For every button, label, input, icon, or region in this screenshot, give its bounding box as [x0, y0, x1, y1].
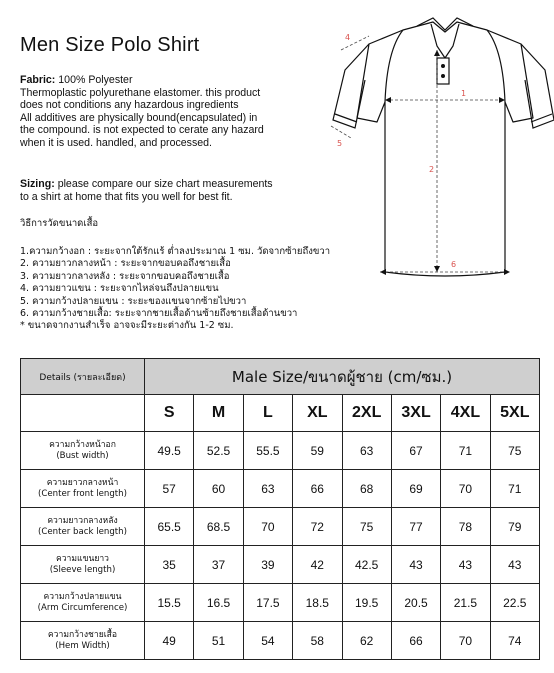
row-label-en: (Bust width) [56, 450, 109, 461]
row-label [21, 622, 145, 660]
size-value: 59 [293, 432, 342, 470]
size-value: 43 [441, 546, 490, 584]
size-value: 19.5 [342, 584, 391, 622]
list-item: * ขนาดจากงานสำเร็จ อาจจะมีระยะต่างกัน 1-2 ซม. [20, 320, 234, 332]
measure-label-2: 2 [429, 165, 435, 174]
size-value: 21.5 [441, 584, 490, 622]
sizing-text-line2: to a shirt at home that fits you well for best fit. [20, 190, 233, 203]
row-label-thai: ความกว้างปลายแขน [43, 591, 122, 602]
list-item: 3. ความยาวกลางหลัง : ระยะจากขอบคอถึงชายเสื้อ [20, 270, 230, 282]
row-label-thai: ความกว้างชายเสื้อ [47, 629, 118, 640]
row-label-thai: ความแขนยาว [55, 553, 110, 564]
size-value: 43 [391, 546, 440, 584]
size-value: 70 [441, 622, 490, 660]
size-value: 20.5 [391, 584, 440, 622]
size-chart-table [20, 358, 540, 660]
size-value: 79 [490, 508, 539, 546]
size-value: 71 [490, 470, 539, 508]
size-value: 63 [243, 470, 292, 508]
size-label: S [145, 395, 194, 432]
row-label [21, 546, 145, 584]
row-label [21, 470, 145, 508]
table-row [21, 470, 540, 508]
row-label-thai: ความกว้างหน้าอก [49, 439, 116, 450]
size-value: 54 [243, 622, 292, 660]
empty-cell [21, 395, 145, 432]
list-item: 6. ความกว้างชายเสื้อ: ระยะจากชายเสื้อด้านซ้ายถึงชายเสื้อด้านขวา [20, 308, 298, 320]
size-header-row [21, 395, 540, 432]
size-label: XL [293, 395, 342, 432]
fabric-line: does not conditions any hazardous ingredients [20, 99, 239, 112]
size-value: 17.5 [243, 584, 292, 622]
size-value: 42 [293, 546, 342, 584]
size-value: 66 [391, 622, 440, 660]
size-value: 22.5 [490, 584, 539, 622]
size-value: 52.5 [194, 432, 243, 470]
page-title: Men Size Polo Shirt [20, 34, 200, 56]
fabric-line: Thermoplastic polyurethane elastomer. this product [20, 86, 261, 99]
size-value: 42.5 [342, 546, 391, 584]
size-value: 60 [194, 470, 243, 508]
size-value: 16.5 [194, 584, 243, 622]
size-value: 68.5 [194, 508, 243, 546]
list-item: 2. ความยาวกลางหน้า : ระยะจากขอบคอถึงชายเสื้อ [20, 258, 231, 270]
size-label: M [194, 395, 243, 432]
size-value: 49.5 [145, 432, 194, 470]
size-label: 2XL [342, 395, 391, 432]
fabric-label: Fabric: [20, 74, 56, 86]
size-label: 4XL [441, 395, 490, 432]
male-size-header: Male Size/ขนาดผู้ชาย (cm/ซม.) [145, 359, 540, 395]
size-value: 63 [342, 432, 391, 470]
table-row [21, 508, 540, 546]
size-value: 15.5 [145, 584, 194, 622]
size-value: 77 [391, 508, 440, 546]
details-header: Details (รายละเอียด) [21, 359, 145, 395]
list-item: 4. ความยาวแขน : ระยะจากไหล่จนถึงปลายแขน [20, 283, 219, 295]
row-label [21, 432, 145, 470]
size-value: 70 [243, 508, 292, 546]
row-label [21, 584, 145, 622]
row-label-en: (Center back length) [38, 526, 127, 537]
size-value: 18.5 [293, 584, 342, 622]
measure-label-5: 5 [337, 139, 343, 148]
size-label: 5XL [490, 395, 539, 432]
size-value: 57 [145, 470, 194, 508]
table-row [21, 432, 540, 470]
size-value: 51 [194, 622, 243, 660]
fabric-line: the compound. is not expected to cerate any hazard [20, 124, 264, 137]
size-value: 37 [194, 546, 243, 584]
size-value: 78 [441, 508, 490, 546]
row-label-en: (Sleeve length) [49, 564, 116, 575]
size-value: 35 [145, 546, 194, 584]
size-value: 75 [490, 432, 539, 470]
sizing-text: please compare our size chart measurements [57, 178, 273, 190]
size-value: 62 [342, 622, 391, 660]
row-label-thai: ความยาวกลางหลัง [47, 515, 118, 526]
polo-shirt-diagram [325, 10, 554, 280]
measure-method-list [20, 246, 330, 333]
size-value: 69 [391, 470, 440, 508]
fabric-description [20, 74, 343, 150]
size-value: 67 [391, 432, 440, 470]
size-label: L [243, 395, 292, 432]
size-value: 43 [490, 546, 539, 584]
table-row [21, 584, 540, 622]
measure-label-4: 4 [345, 33, 351, 42]
size-value: 72 [293, 508, 342, 546]
size-value: 75 [342, 508, 391, 546]
fabric-text: 100% Polyester [58, 74, 133, 86]
size-value: 66 [293, 470, 342, 508]
row-label-thai: ความยาวกลางหน้า [46, 477, 119, 488]
sizing-description [20, 178, 340, 203]
list-item: 5. ความกว้างปลายแขน : ระยะของแขนจากซ้ายไปขวา [20, 295, 247, 307]
sizing-label: Sizing: [20, 178, 55, 190]
size-label: 3XL [391, 395, 440, 432]
measure-label-6: 6 [451, 260, 457, 269]
size-value: 55.5 [243, 432, 292, 470]
size-value: 65.5 [145, 508, 194, 546]
list-item: 1.ความกว้างอก : ระยะจากใต้รักแร้ ต่ำลงประมาณ 1 ซม. วัดจากซ้ายถึงขวา [20, 246, 331, 257]
size-value: 71 [441, 432, 490, 470]
row-label-en: (Hem Width) [55, 640, 110, 651]
fabric-line: when it is used. handled, and processed. [20, 136, 212, 149]
size-value: 74 [490, 622, 539, 660]
size-value: 68 [342, 470, 391, 508]
size-value: 49 [145, 622, 194, 660]
fabric-line: All additives are physically bound(encapsulated) in [20, 111, 258, 124]
size-value: 70 [441, 470, 490, 508]
row-label [21, 508, 145, 546]
table-row [21, 622, 540, 660]
size-value: 58 [293, 622, 342, 660]
row-label-en: (Center front length) [38, 488, 127, 499]
measure-label-1: 1 [461, 89, 467, 98]
row-label-en: (Arm Circumference) [37, 602, 128, 613]
size-value: 39 [243, 546, 292, 584]
table-row [21, 546, 540, 584]
measure-method-heading: วิธีการวัดขนาดเสื้อ [20, 218, 99, 229]
